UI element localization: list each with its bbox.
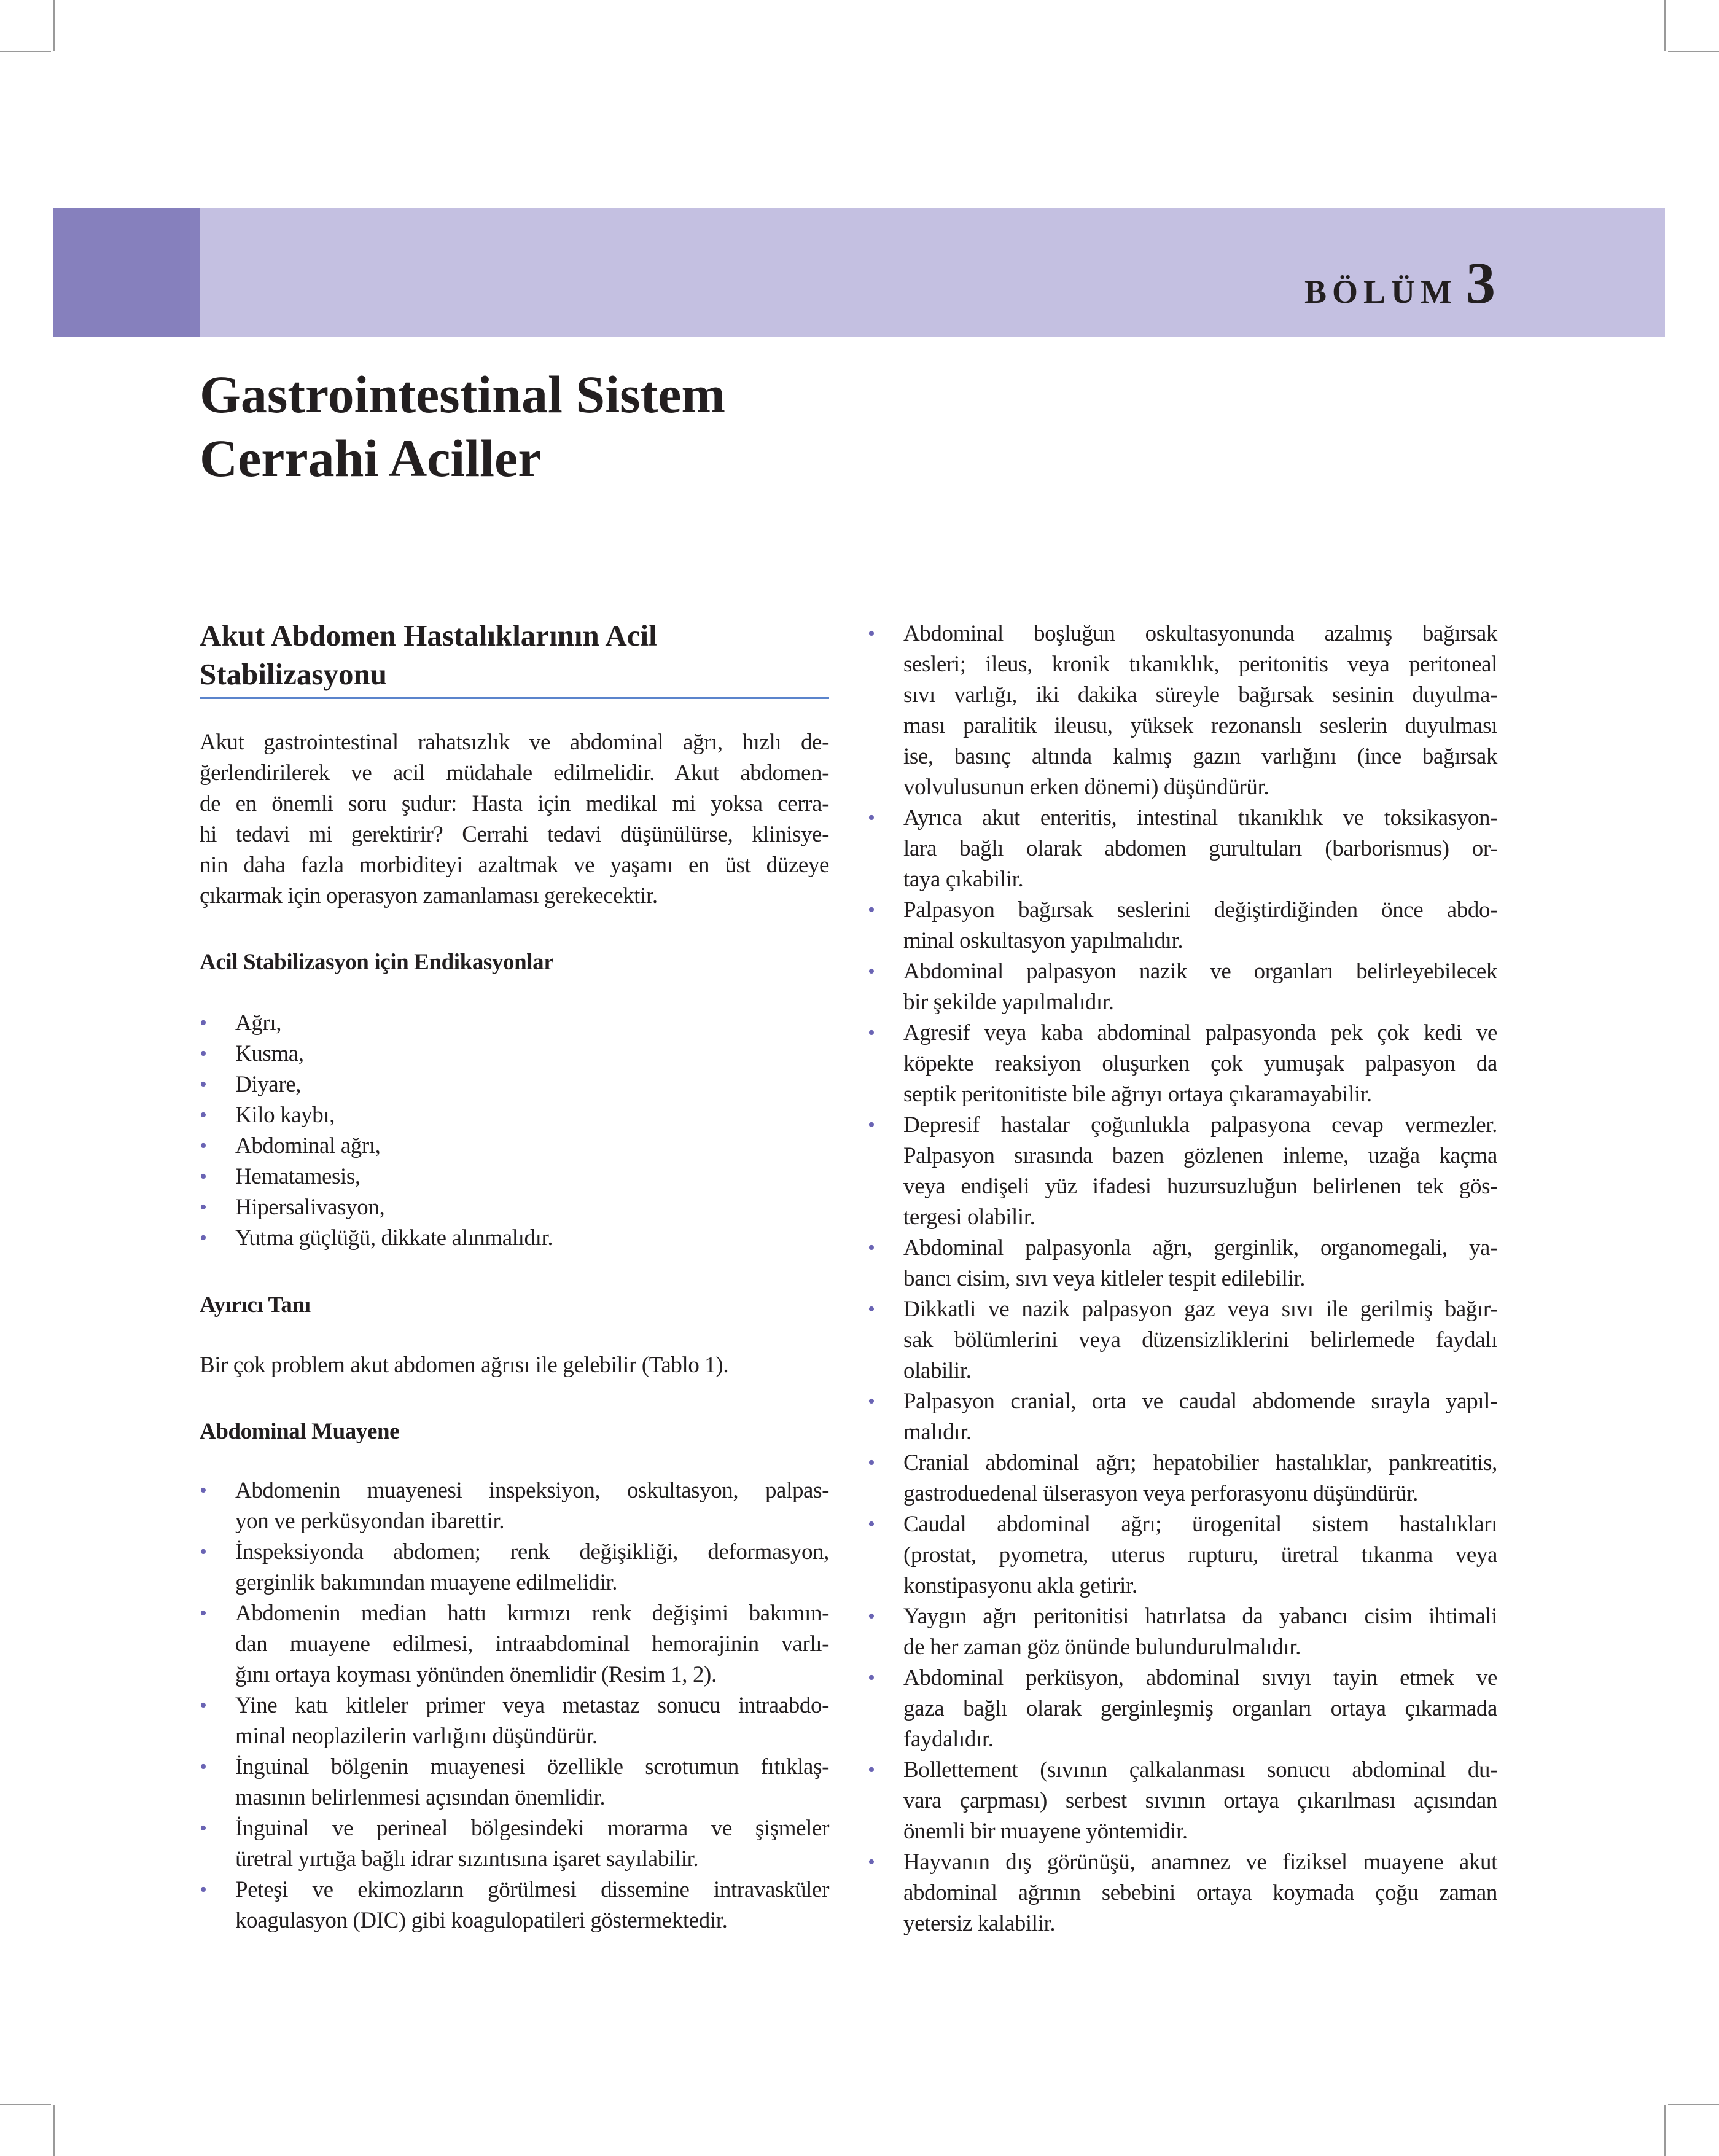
- text-line: Abdomenin muayenesi inspeksiyon, oskultasyon, palpas-: [235, 1478, 829, 1503]
- section-heading: [200, 1416, 829, 1447]
- crop-mark: [1664, 2105, 1666, 2156]
- list-item: [868, 1448, 1497, 1509]
- text-line: sıvı varlığı, iki dakika süreyle bağırsak sesinin duyulma-: [903, 682, 1497, 708]
- bullet-list: [200, 1008, 829, 1254]
- chapter-word: BÖLÜM: [1304, 273, 1457, 310]
- text-line: Abdominal palpasyon nazik ve organları belirleyebilecek: [903, 959, 1497, 984]
- bullet-icon: •: [200, 1541, 207, 1563]
- text-line: taya çıkabilir.: [903, 867, 1024, 892]
- chapter-number: 3: [1466, 250, 1495, 316]
- list-item: [200, 1752, 829, 1813]
- text-line: ise, basınç altında kalmış gazın varlığını (ince bağırsak: [903, 744, 1497, 769]
- text-line: gaza bağlı olarak gerginleşmiş organları ortaya çıkarmada: [903, 1696, 1497, 1721]
- text-line: Abdominal ağrı,: [235, 1133, 381, 1158]
- text-line: de her zaman göz önünde bulundurulmalıdır.: [903, 1635, 1301, 1660]
- text-line: önemli bir muayene yöntemidir.: [903, 1819, 1188, 1844]
- text-line: tergesi olabilir.: [903, 1205, 1035, 1230]
- text-line: bir şekilde yapılmalıdır.: [903, 990, 1114, 1015]
- bullet-icon: •: [868, 1513, 875, 1536]
- text-line: Abdominal Muayene: [200, 1419, 400, 1444]
- text-line: Kilo kaybı,: [235, 1103, 335, 1128]
- text-line: de en önemli soru şudur: Hasta için medikal mi yoksa cerra-: [200, 791, 829, 816]
- list-item: [200, 1690, 829, 1752]
- right-column: [868, 0, 1497, 2156]
- text-line: Akut Abdomen Hastalıklarının Acil: [200, 619, 657, 652]
- list-item: [868, 1110, 1497, 1233]
- bullet-icon: •: [200, 1012, 207, 1034]
- list-item: [868, 1847, 1497, 1939]
- bullet-list: [200, 1475, 829, 1936]
- title-line: Gastrointestinal Sistem: [200, 365, 726, 424]
- text-line: sesleri; ileus, kronik tıkanıklık, peritonitis veya peritoneal: [903, 652, 1497, 677]
- text-line: koagulasyon (DIC) gibi koagulopatileri göstermektedir.: [235, 1908, 728, 1933]
- text-line: bancı cisim, sıvı veya kitleler tespit edilebilir.: [903, 1266, 1306, 1291]
- text-line: olabilir.: [903, 1358, 972, 1383]
- text-line: Yutma güçlüğü, dikkate alınmalıdır.: [235, 1225, 553, 1251]
- text-line: malıdır.: [903, 1420, 972, 1445]
- chapter-band-accent: [53, 208, 200, 337]
- text-line: Bir çok problem akut abdomen ağrısı ile gelebilir (Tablo 1).: [200, 1353, 729, 1378]
- list-item: [200, 1100, 829, 1131]
- crop-mark: [53, 2105, 55, 2156]
- text-line: yon ve perküsyondan ibarettir.: [235, 1509, 505, 1534]
- text-line: Palpasyon bağırsak seslerini değiştirdiğinden önce abdo-: [903, 897, 1497, 923]
- bullet-icon: •: [868, 1114, 875, 1136]
- text-line: Depresif hastalar çoğunlukla palpasyona cevap vermezler.: [903, 1112, 1497, 1138]
- bullet-icon: •: [200, 1817, 207, 1840]
- crop-mark: [1664, 0, 1666, 51]
- text-line: Abdominal boşluğun oskultasyonunda azalmış bağırsak: [903, 621, 1497, 646]
- text-line: gastroduedenal ülserasyon veya perforasyonu düşündürür.: [903, 1481, 1419, 1506]
- text-line: İnspeksiyonda abdomen; renk değişikliği, deformasyon,: [235, 1539, 829, 1564]
- text-line: minal neoplazilerin varlığını düşündürür.: [235, 1724, 598, 1749]
- list-item: [868, 956, 1497, 1018]
- text-line: Abdominal perküsyon, abdominal sıvıyı tayin etmek ve: [903, 1665, 1497, 1690]
- bullet-icon: •: [200, 1196, 207, 1219]
- text-line: abdominal ağrının sebebini ortaya koymada çoğu zaman: [903, 1880, 1497, 1905]
- text-line: Diyare,: [235, 1072, 302, 1097]
- text-line: ğerlendirilerek ve acil müdahale edilmelidir. Akut abdomen-: [200, 760, 829, 786]
- title-line: Cerrahi Aciller: [200, 429, 542, 488]
- text-line: minal oskultasyon yapılmalıdır.: [903, 928, 1183, 953]
- list-item: [200, 1131, 829, 1162]
- list-item: [868, 1386, 1497, 1448]
- list-item: [200, 1537, 829, 1598]
- text-line: Ağrı,: [235, 1010, 282, 1036]
- crop-mark: [0, 51, 51, 52]
- text-line: Hematamesis,: [235, 1164, 361, 1189]
- list-item: [868, 895, 1497, 956]
- text-line: Hayvanın dış görünüşü, anamnez ve fiziksel muayene akut: [903, 1849, 1497, 1875]
- text-line: gerginlik bakımından muayene edilmelidir.: [235, 1570, 618, 1595]
- bullet-icon: •: [200, 1602, 207, 1625]
- crop-mark: [1668, 2104, 1719, 2105]
- list-item: [200, 1875, 829, 1936]
- bullet-icon: •: [868, 807, 875, 829]
- text-line: volvulusunun erken dönemi) düşündürür.: [903, 775, 1269, 800]
- list-item: [868, 803, 1497, 895]
- list-item: [200, 1475, 829, 1537]
- text-line: Acil Stabilizasyon için Endikasyonlar: [200, 950, 554, 975]
- text-line: hi tedavi mi gerektirir? Cerrahi tedavi düşünülürse, klinisye-: [200, 822, 829, 847]
- list-item: [200, 1039, 829, 1069]
- bullet-icon: •: [868, 1666, 875, 1689]
- bullet-icon: •: [868, 1759, 875, 1781]
- list-item: [200, 1192, 829, 1223]
- section-heading: [200, 947, 829, 978]
- list-item: [200, 1069, 829, 1100]
- text-line: Palpasyon sırasında bazen gözlenen inleme, uzağa kaçma: [903, 1143, 1497, 1168]
- bullet-icon: •: [868, 1605, 875, 1628]
- text-line: nin daha fazla morbiditeyi azaltmak ve yaşamı en üst düzeye: [200, 853, 829, 878]
- text-line: vara çarpması) serbest sıvının ortaya çıkarılması açısından: [903, 1788, 1497, 1813]
- bullet-icon: •: [868, 899, 875, 921]
- text-line: (prostat, pyometra, uterus rupturu, üretral tıkanma veya: [903, 1542, 1497, 1568]
- text-line: Yaygın ağrı peritonitisi hatırlatsa da yabancı cisim ihtimali: [903, 1604, 1497, 1629]
- text-line: Ayrıca akut enteritis, intestinal tıkanıklık ve toksikasyon-: [903, 805, 1497, 830]
- text-line: Hipersalivasyon,: [235, 1195, 385, 1220]
- text-line: yetersiz kalabilir.: [903, 1911, 1056, 1936]
- bullet-icon: •: [868, 1851, 875, 1873]
- bullet-icon: •: [200, 1694, 207, 1717]
- list-item: [200, 1008, 829, 1039]
- list-item: [868, 619, 1497, 803]
- text-line: Stabilizasyonu: [200, 657, 387, 691]
- text-line: çıkarmak için operasyon zamanlaması gerekecektir.: [200, 883, 658, 908]
- bullet-icon: •: [868, 1390, 875, 1413]
- crop-mark: [53, 0, 55, 51]
- text-line: dan muayene edilmesi, intraabdominal hemorajinin varlı-: [235, 1631, 829, 1657]
- text-line: Dikkatli ve nazik palpasyon gaz veya sıvı ile gerilmiş bağır-: [903, 1297, 1497, 1322]
- text-line: Bollettement (sıvının çalkalanması sonucu abdominal du-: [903, 1757, 1497, 1783]
- list-item: [868, 1755, 1497, 1847]
- list-item: [868, 1233, 1497, 1294]
- text-line: lara bağlı olarak abdomen gurultuları (barborismus) or-: [903, 836, 1497, 861]
- text-line: köpekte reaksiyon oluşurken çok yumuşak palpasyon da: [903, 1051, 1497, 1076]
- bullet-icon: •: [200, 1042, 207, 1065]
- bullet-list: [868, 619, 1497, 1939]
- text-line: Kusma,: [235, 1041, 304, 1066]
- text-line: ğını ortaya koyması yönünden önemlidir (Resim 1, 2).: [235, 1662, 717, 1687]
- text-line: Agresif veya kaba abdominal palpasyonda pek çok kedi ve: [903, 1020, 1497, 1045]
- text-line: Abdominal palpasyonla ağrı, gerginlik, organomegali, ya-: [903, 1235, 1497, 1260]
- list-item: [868, 1294, 1497, 1386]
- section-heading: [200, 1290, 829, 1321]
- list-item: [868, 1601, 1497, 1663]
- bullet-icon: •: [200, 1135, 207, 1157]
- crop-mark: [1668, 51, 1719, 52]
- text-line: Peteşi ve ekimozların görülmesi dissemine intravasküler: [235, 1877, 829, 1902]
- text-line: faydalıdır.: [903, 1727, 994, 1752]
- bullet-icon: •: [200, 1165, 207, 1188]
- bullet-icon: •: [200, 1878, 207, 1901]
- text-line: Yine katı kitleler primer veya metastaz sonucu intraabdo-: [235, 1693, 829, 1718]
- text-line: İnguinal bölgenin muayenesi özellikle scrotumun fıtıklaş-: [235, 1754, 829, 1779]
- text-line: Ayırıcı Tanı: [200, 1292, 311, 1318]
- text-line: Abdomenin median hattı kırmızı renk değişimi bakımın-: [235, 1601, 829, 1626]
- list-item: [868, 1018, 1497, 1110]
- left-column: [200, 0, 829, 2156]
- text-line: Akut gastrointestinal rahatsızlık ve abdominal ağrı, hızlı de-: [200, 730, 829, 755]
- bullet-icon: •: [200, 1479, 207, 1502]
- crop-mark: [0, 2104, 51, 2105]
- bullet-icon: •: [868, 1021, 875, 1044]
- text-line: veya endişeli yüz ifadesi huzursuzluğun belirlenen tek gös-: [903, 1174, 1497, 1199]
- list-item: [200, 1223, 829, 1254]
- text-line: ması paralitik ileusu, yüksek rezonanslı seslerin duyulması: [903, 713, 1497, 738]
- text-line: Cranial abdominal ağrı; hepatobilier hastalıklar, pankreatitis,: [903, 1450, 1497, 1475]
- paragraph: [200, 727, 829, 912]
- paragraph: [200, 1350, 829, 1381]
- text-line: Caudal abdominal ağrı; ürogenital sistem hastalıkları: [903, 1512, 1497, 1537]
- bullet-icon: •: [868, 1298, 875, 1321]
- text-line: konstipasyonu akla getirir.: [903, 1573, 1137, 1598]
- text-line: İnguinal ve perineal bölgesindeki morarma ve şişmeler: [235, 1816, 829, 1841]
- list-item: [868, 1663, 1497, 1755]
- bullet-icon: •: [200, 1756, 207, 1778]
- bullet-icon: •: [200, 1227, 207, 1249]
- text-line: üretral yırtığa bağlı idrar sızıntısına işaret sayılabilir.: [235, 1846, 699, 1872]
- bullet-icon: •: [868, 1451, 875, 1474]
- list-item: [200, 1162, 829, 1192]
- text-line: masının belirlenmesi açısından önemlidir.: [235, 1785, 606, 1810]
- list-item: [868, 1509, 1497, 1601]
- section-heading: [200, 616, 829, 693]
- list-item: [200, 1813, 829, 1875]
- bullet-icon: •: [868, 960, 875, 983]
- bullet-icon: •: [868, 622, 875, 645]
- bullet-icon: •: [868, 1236, 875, 1259]
- text-line: Palpasyon cranial, orta ve caudal abdomende sırayla yapıl-: [903, 1389, 1497, 1414]
- list-item: [200, 1598, 829, 1690]
- bullet-icon: •: [200, 1104, 207, 1127]
- text-line: septik peritonitiste bile ağrıyı ortaya çıkaramayabilir.: [903, 1082, 1372, 1107]
- bullet-icon: •: [200, 1073, 207, 1096]
- text-line: sak bölümlerini veya düzensizliklerini belirlemede faydalı: [903, 1327, 1497, 1353]
